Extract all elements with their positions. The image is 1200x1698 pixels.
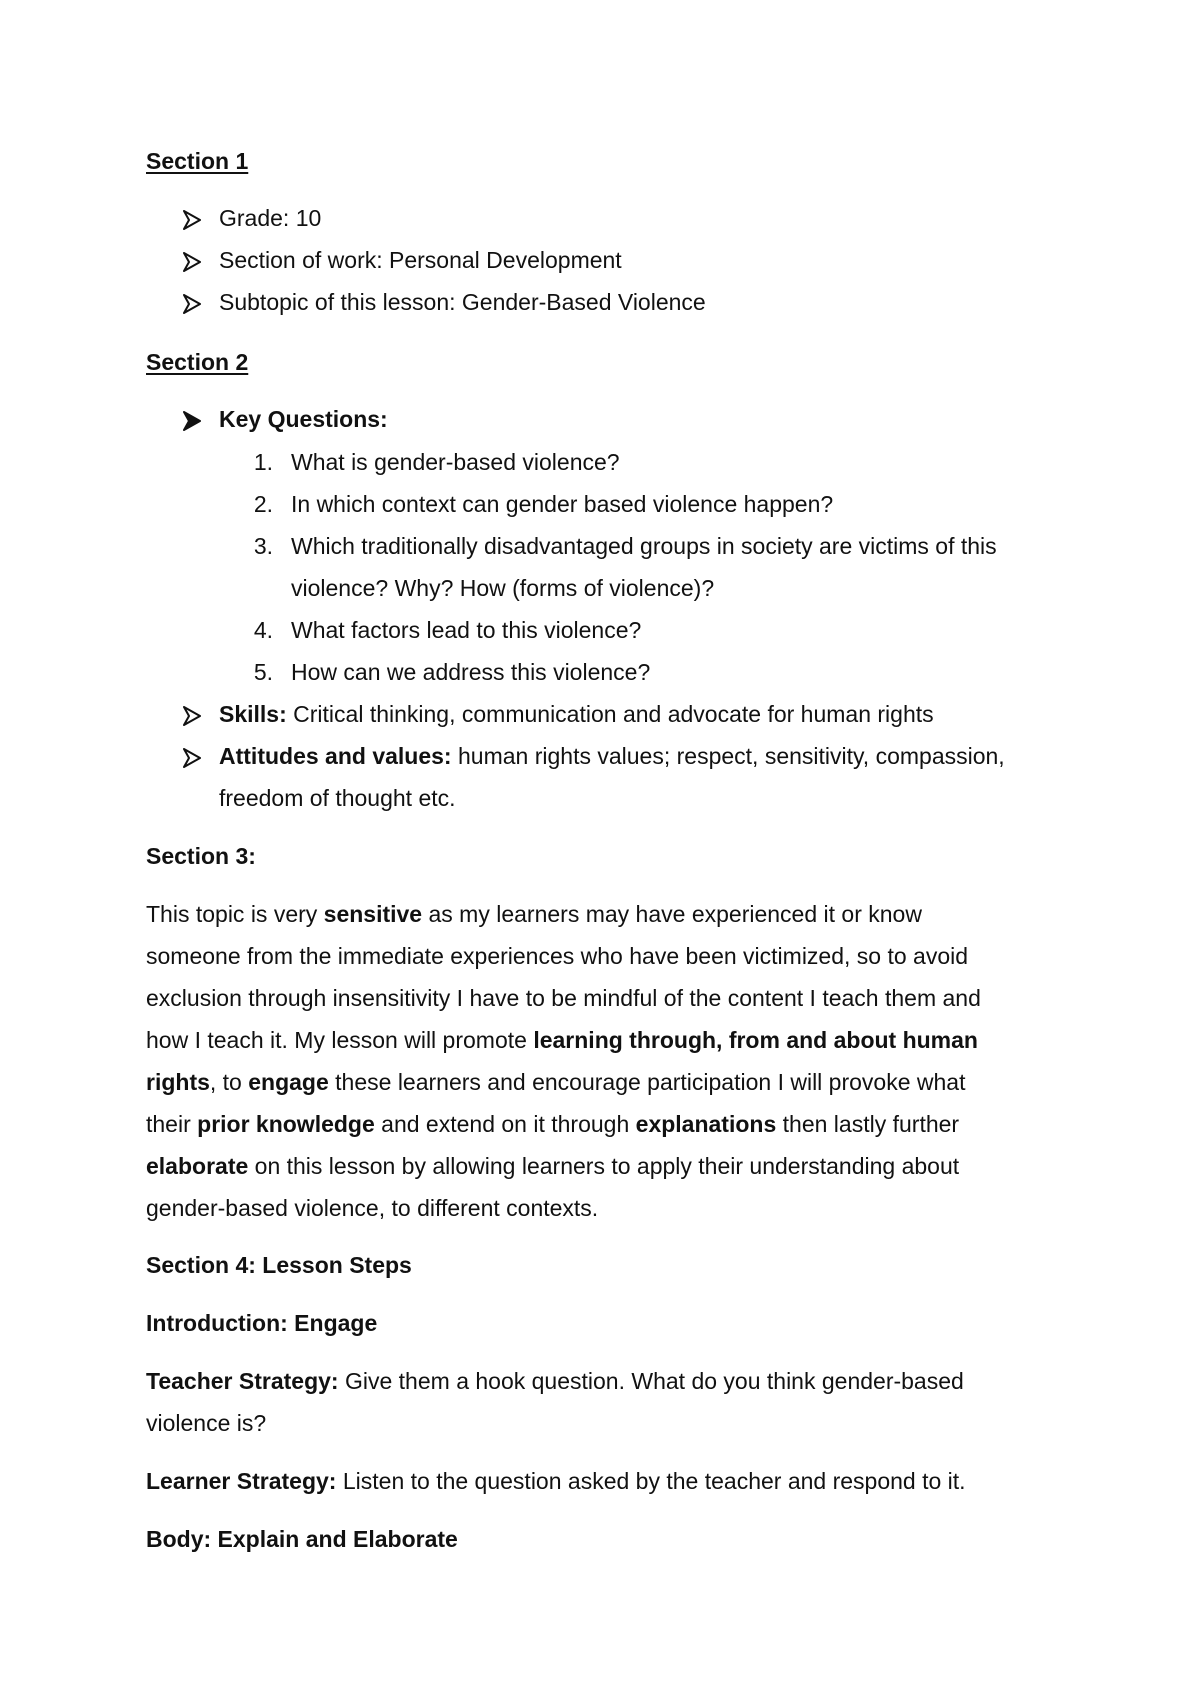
section-3-heading: Section 3: [146,843,256,869]
skills-line [219,703,934,726]
emphasis-text: prior knowledge [197,1111,375,1137]
teacher-strategy-label: Teacher Strategy: [146,1368,339,1394]
question-number: 3. [253,533,273,559]
section-1-heading: Section 1 [146,148,249,174]
body-text: then lastly further [776,1111,960,1137]
question-text: Which traditionally disadvantaged groups in society are victims of this [291,533,997,559]
question-text-continued: violence? Why? How (forms of violence)? [291,575,715,601]
arrow-bullet-icon [183,251,201,271]
question-text: In which context can gender based violence happen? [291,491,834,517]
attitudes-text: human rights values; respect, sensitivity, compassion, [451,743,1005,769]
skills-text: Critical thinking, communication and advocate for human rights [286,701,934,727]
attitudes-line [219,745,1005,768]
body-text: This topic is very [146,901,324,927]
teacher-strategy-text: Give them a hook question. What do you think gender-based [338,1368,964,1394]
body-text: as my learners may have experienced it or know [422,901,922,927]
introduction-heading: Introduction: Engage [146,1310,378,1336]
learner-strategy-label: Learner Strategy: [146,1468,337,1494]
skills-label: Skills: [219,701,287,727]
question-text: What is gender-based violence? [291,449,620,475]
arrow-bullet-icon [183,747,201,767]
key-questions-label: Key Questions: [219,406,388,432]
section-3-line [146,987,981,1010]
body-text: gender-based violence, to different contexts. [146,1195,599,1221]
emphasis-text: engage [248,1069,329,1095]
arrow-bullet-icon [183,293,201,313]
bullet-section-of-work: Section of work: Personal Development [219,247,622,273]
body-text: , to [209,1069,249,1095]
emphasis-text: rights [146,1069,210,1095]
teacher-strategy-line [146,1370,964,1393]
body-text: on this lesson by allowing learners to apply their understanding about [248,1153,960,1179]
section-3-line [146,1029,978,1052]
emphasis-text: sensitive [323,901,423,927]
attitudes-text-continued: freedom of thought etc. [219,785,456,811]
section-3-line [146,1197,598,1220]
section-2-heading: Section 2 [146,349,249,375]
arrow-bullet-icon [183,705,201,725]
body-text: these learners and encourage participation I will provoke what [328,1069,966,1095]
arrow-bullet-icon [183,209,201,229]
bullet-grade: Grade: 10 [219,205,322,231]
question-number: 4. [253,617,273,643]
attitudes-label: Attitudes and values: [219,743,452,769]
section-3-line [146,1113,959,1136]
learner-strategy-text: Listen to the question asked by the teacher and respond to it. [336,1468,966,1494]
section-3-line [146,945,968,968]
body-text: and extend on it through [374,1111,636,1137]
emphasis-text: explanations [635,1111,777,1137]
section-4-heading: Section 4: Lesson Steps [146,1252,412,1278]
question-text: What factors lead to this violence? [291,617,642,643]
question-number: 1. [253,449,273,475]
section-3-line [146,1155,959,1178]
section-3-line [146,1071,965,1094]
learner-strategy-line [146,1470,966,1493]
question-number: 2. [253,491,273,517]
emphasis-text: elaborate [146,1153,249,1179]
body-text: their [146,1111,198,1137]
body-text: how I teach it. My lesson will promote [146,1027,534,1053]
bullet-subtopic: Subtopic of this lesson: Gender-Based Violence [219,289,706,315]
arrow-bullet-icon [183,410,201,430]
section-3-line [146,903,922,926]
question-number: 5. [253,659,273,685]
question-text: How can we address this violence? [291,659,651,685]
body-heading: Body: Explain and Elaborate [146,1526,458,1552]
body-text: someone from the immediate experiences who have been victimized, so to avoid [146,943,969,969]
body-text: exclusion through insensitivity I have to be mindful of the content I teach them and [146,985,981,1011]
teacher-strategy-text-continued: violence is? [146,1410,267,1436]
emphasis-text: learning through, from and about human [533,1027,978,1053]
